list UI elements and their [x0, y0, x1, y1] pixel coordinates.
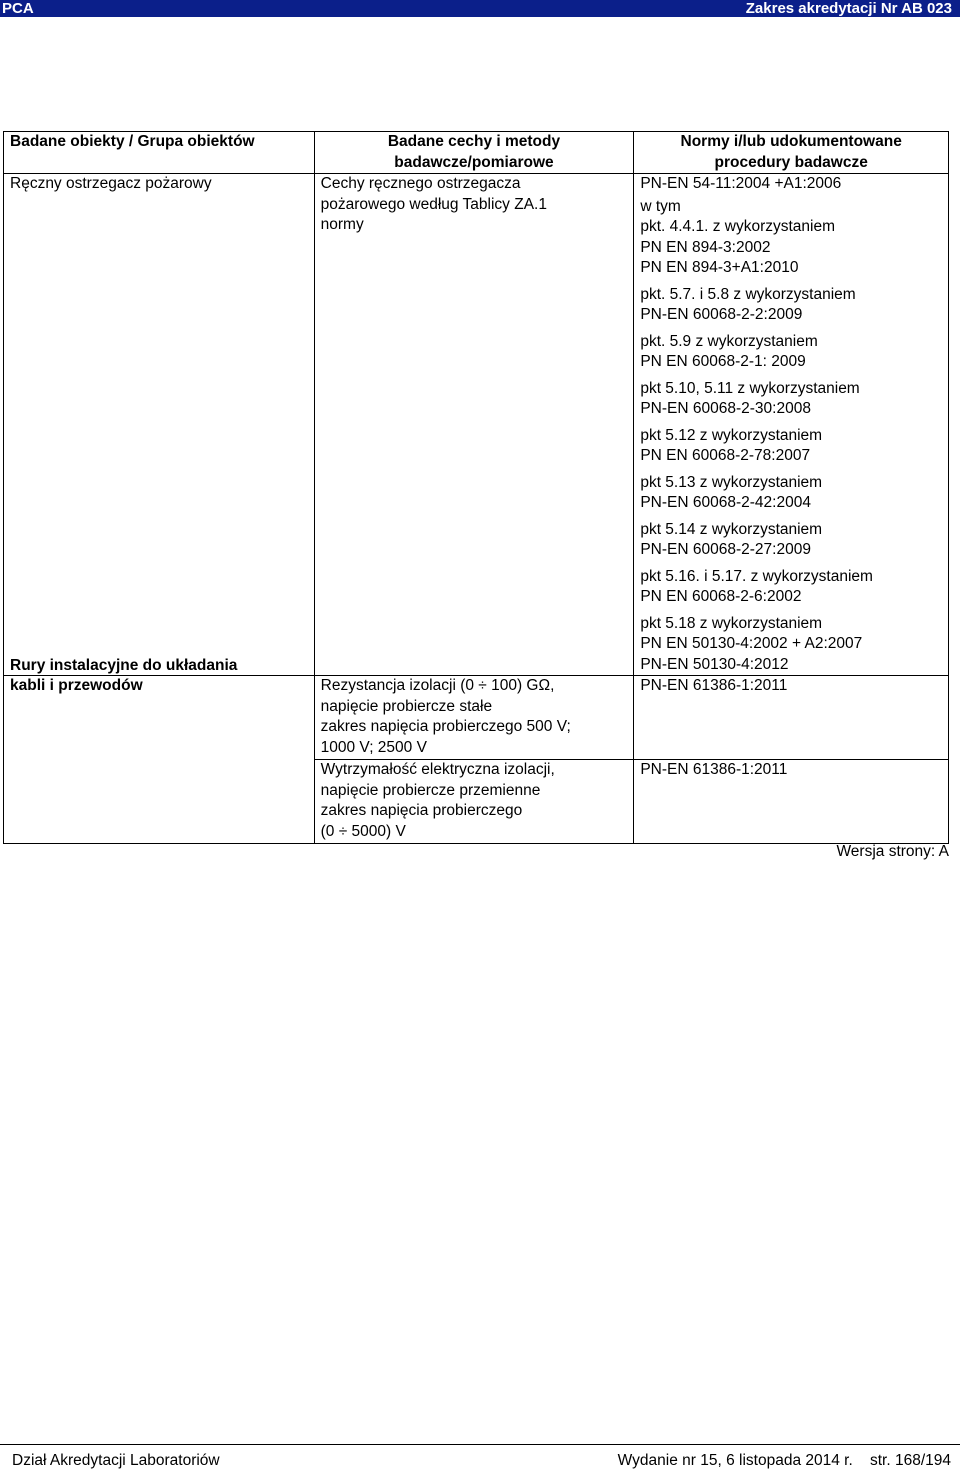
norm-line: PN-EN 54-11:2004 +A1:2006 — [640, 175, 842, 192]
row1-feature — [314, 174, 634, 676]
row2-feature-b — [314, 760, 634, 844]
norm-line: PN-EN 60068-2-27:2009 — [640, 541, 811, 558]
norm-line: PN-EN 60068-2-30:2008 — [640, 400, 811, 417]
page-header-bar — [0, 0, 960, 17]
norm-line: PN EN 60068-2-6:2002 — [640, 588, 802, 605]
row1-norms — [634, 174, 949, 676]
row2-object-line: Rury instalacyjne do układania — [10, 656, 238, 674]
row1-object — [4, 174, 315, 676]
norm-line: PN-EN 60068-2-2:2009 — [640, 306, 803, 323]
table-header-row — [4, 132, 949, 174]
header-norms-line2: procedury badawcze — [714, 153, 868, 171]
norm-line: pkt 5.13 z wykorzystaniem — [640, 473, 823, 491]
norm-line: w tym — [640, 197, 681, 215]
page-version: Wersja strony: A — [836, 843, 949, 860]
row2-norm-a — [634, 676, 949, 760]
row2-feature-a-line: zakres napięcia probierczego 500 V; — [320, 718, 571, 735]
header-org: PCA — [2, 0, 34, 17]
row2-feature-a — [314, 676, 634, 760]
table-row — [4, 676, 949, 760]
header-scope-title: Zakres akredytacji Nr AB 023 — [745, 0, 952, 17]
row2-feature-b-line: zakres napięcia probierczego — [320, 802, 523, 819]
norm-line: pkt. 4.4.1. z wykorzystaniem — [640, 218, 836, 235]
norm-line: PN EN 894-3+A1:2010 — [640, 259, 799, 276]
norm-line: PN-EN 50130-4:2012 — [640, 655, 789, 673]
row2-norm-b — [634, 760, 949, 844]
row2-feature-a-line: Rezystancja izolacji (0 ÷ 100) GΩ, — [320, 677, 555, 694]
norm-line: pkt 5.14 z wykorzystaniem — [640, 520, 823, 538]
norm-line: pkt 5.18 z wykorzystaniem — [640, 614, 823, 632]
row2-norm-b-text: PN-EN 61386-1:2011 — [640, 761, 788, 778]
norm-line: pkt 5.16. i 5.17. z wykorzystaniem — [640, 567, 873, 585]
header-norms — [634, 132, 949, 174]
row1-feature-line: normy — [320, 216, 364, 233]
norm-line: PN EN 50130-4:2002 + A2:2007 — [640, 635, 863, 652]
row1-object-text: Ręczny ostrzegacz pożarowy — [10, 175, 212, 192]
header-objects-text: Badane obiekty / Grupa obiektów — [10, 133, 255, 150]
norm-line: PN-EN 60068-2-42:2004 — [640, 494, 811, 511]
row1-feature-line: Cechy ręcznego ostrzegacza — [320, 175, 521, 192]
norm-line: pkt 5.12 z wykorzystaniem — [640, 426, 823, 444]
footer-department: Dział Akredytacji Laboratoriów — [12, 1452, 220, 1469]
table-row — [4, 174, 949, 676]
header-features-line1: Badane cechy i metody — [387, 133, 561, 150]
row2-feature-b-line: (0 ÷ 5000) V — [320, 822, 406, 840]
header-features — [314, 132, 634, 174]
header-features-line2: badawcze/pomiarowe — [394, 153, 554, 171]
page-footer — [0, 1444, 960, 1471]
norm-line: pkt 5.10, 5.11 z wykorzystaniem — [640, 379, 860, 397]
norm-line: PN EN 60068-2-1: 2009 — [640, 353, 806, 370]
header-objects — [4, 132, 315, 174]
footer-edition: Wydanie nr 15, 6 listopada 2014 r. str. 168/194 — [617, 1452, 951, 1469]
row2-feature-b-line: napięcie probiercze przemienne — [320, 781, 541, 799]
row2-feature-b-line: Wytrzymałość elektryczna izolacji, — [320, 761, 555, 778]
norm-line: PN EN 60068-2-78:2007 — [640, 447, 811, 464]
norm-line: pkt. 5.9 z wykorzystaniem — [640, 332, 818, 350]
row2-feature-a-line: 1000 V; 2500 V — [320, 738, 427, 756]
norm-line: PN EN 894-3:2002 — [640, 238, 771, 256]
row2-feature-a-line: napięcie probiercze stałe — [320, 697, 493, 715]
header-norms-line1: Normy i/lub udokumentowane — [680, 133, 902, 150]
row2-object — [4, 656, 315, 844]
row2-norm-a-text: PN-EN 61386-1:2011 — [640, 677, 788, 694]
row1-feature-line: pożarowego według Tablicy ZA.1 — [320, 195, 547, 213]
row2-object-line: kabli i przewodów — [10, 677, 143, 694]
norm-line: pkt. 5.7. i 5.8 z wykorzystaniem — [640, 285, 856, 303]
accreditation-table — [3, 131, 949, 844]
